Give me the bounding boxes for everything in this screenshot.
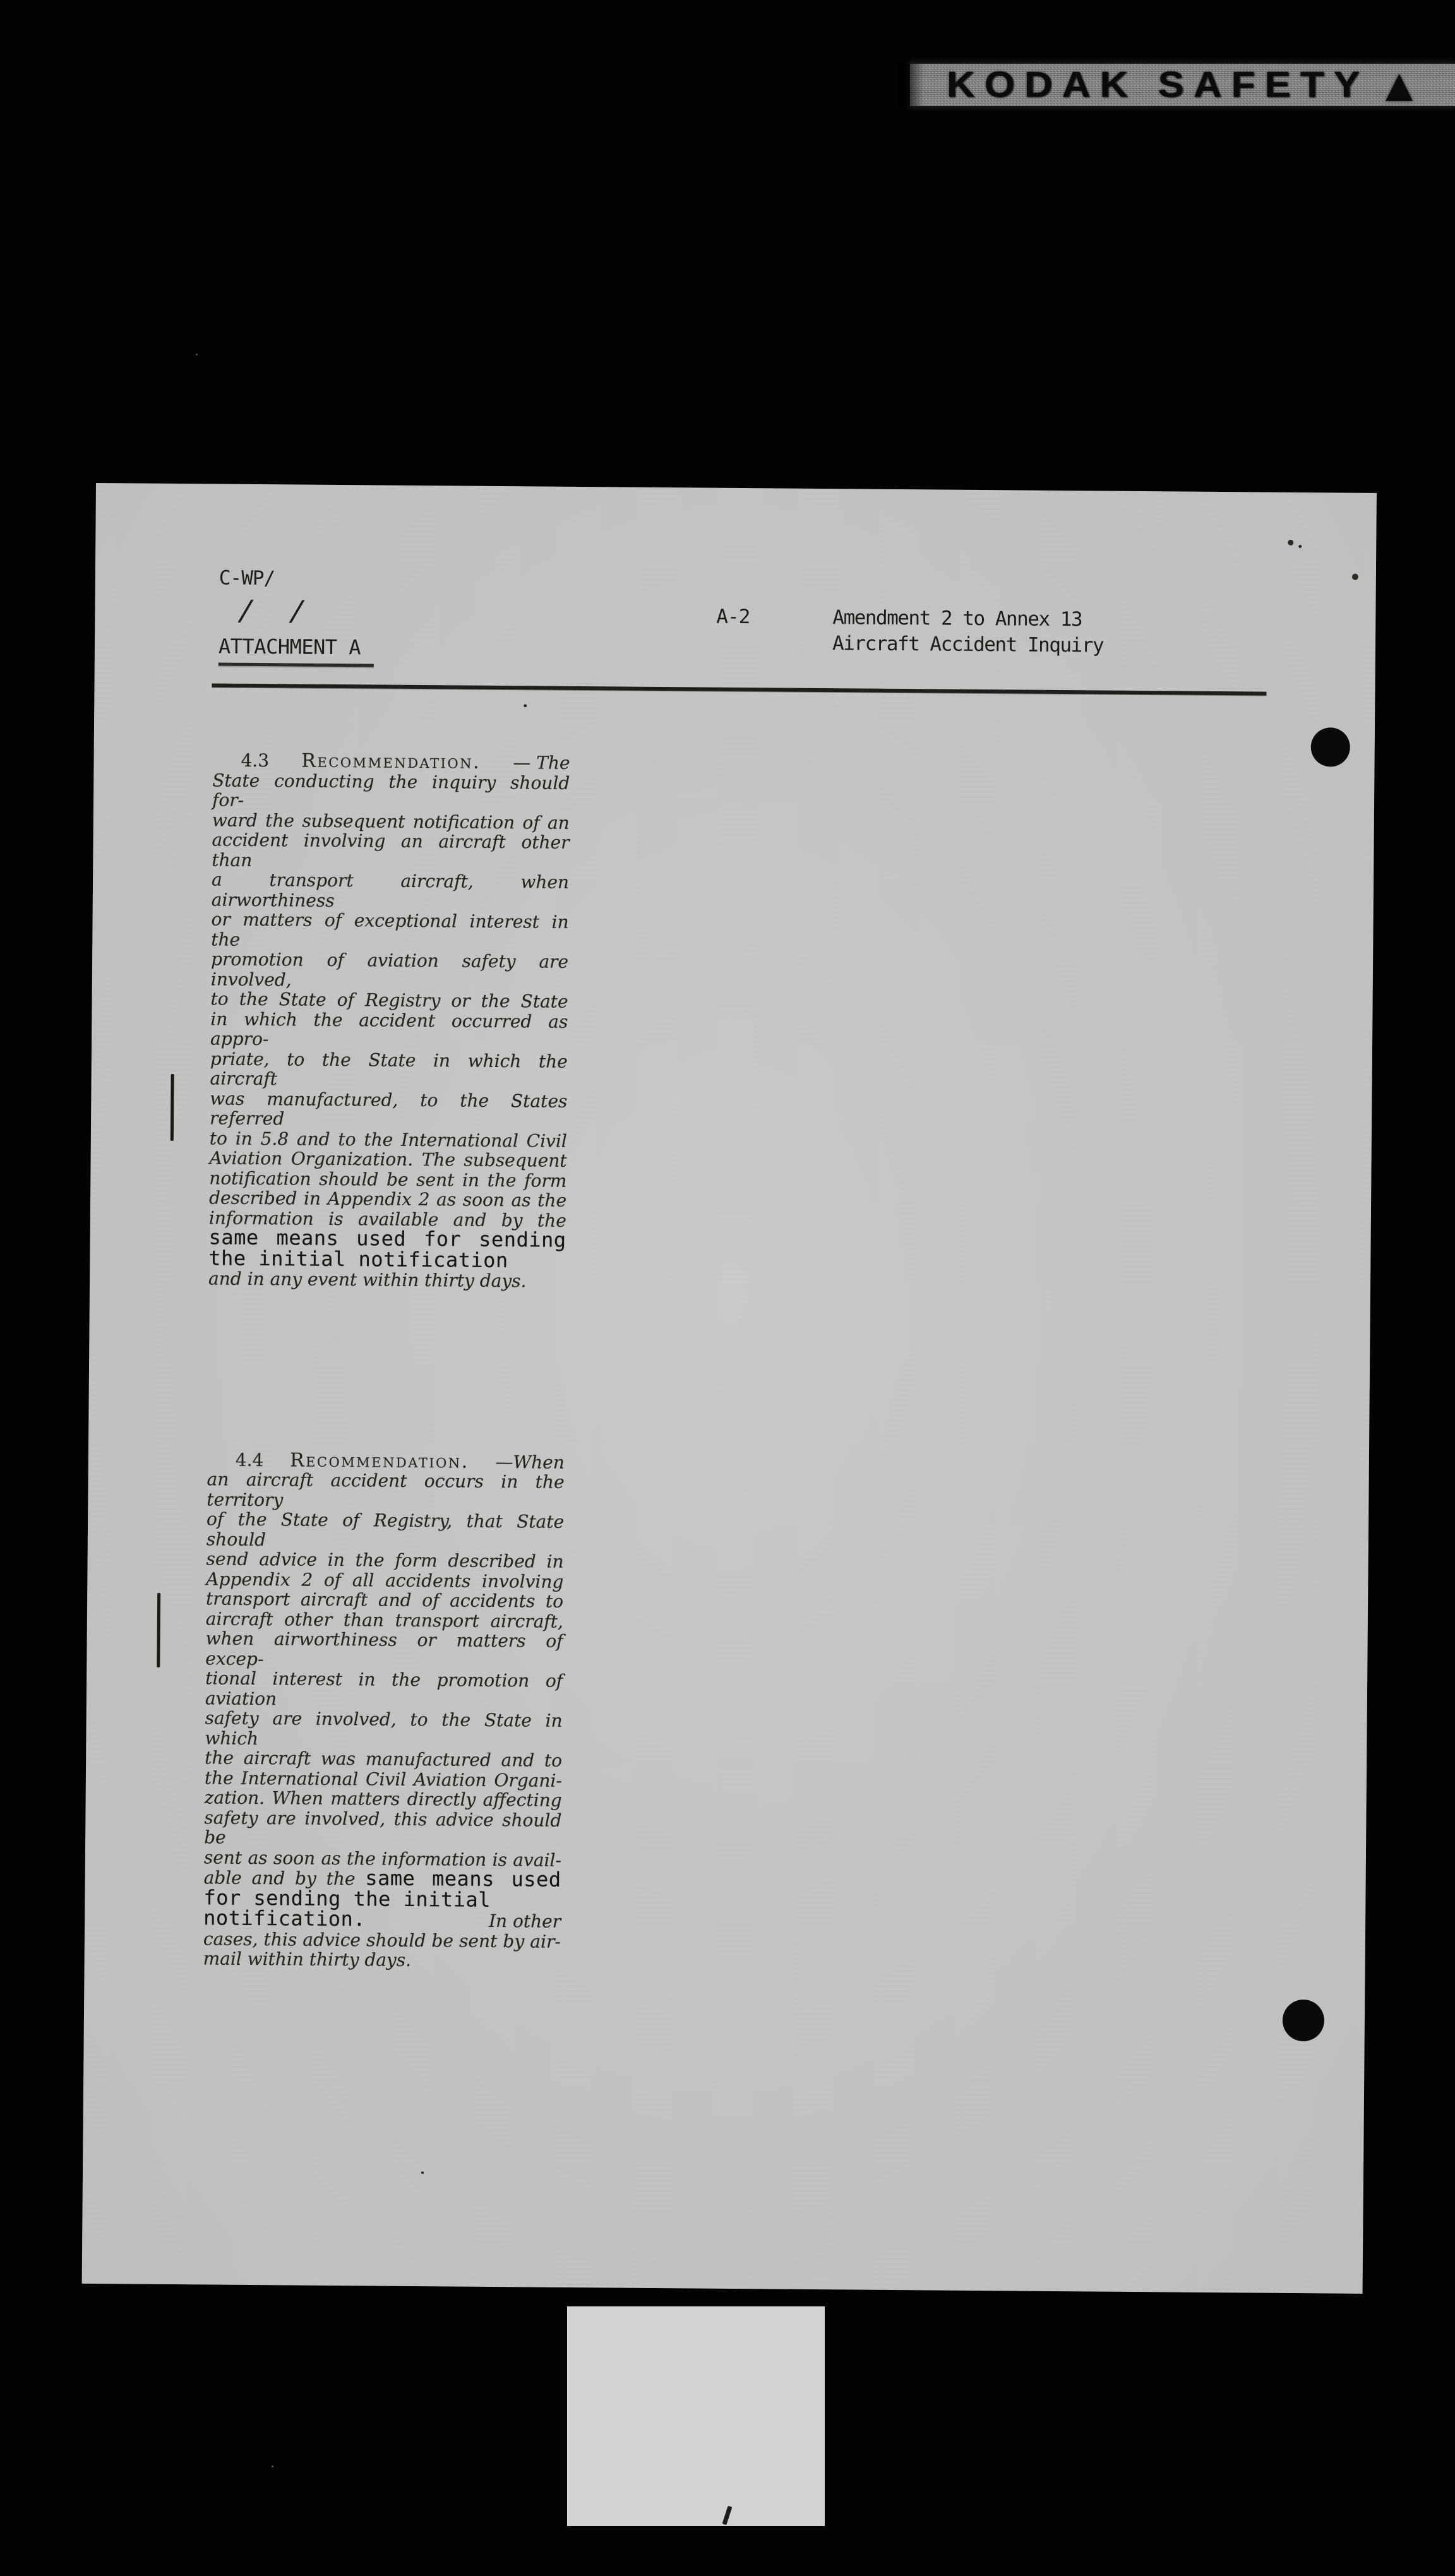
print-text: priate, to the State in which the aircraft [210, 1047, 568, 1090]
print-text: promotion of aviation safety are involved, [210, 948, 569, 990]
dust-speck [196, 354, 198, 355]
text-line [204, 1808, 561, 1850]
print-text: the International Civil Aviation Organi- [204, 1767, 563, 1791]
document-page [82, 483, 1377, 2294]
typewriter-insert-text: same means used for sending [208, 1225, 566, 1252]
ink-speck [1298, 545, 1302, 548]
print-text: send advice in the form described in [206, 1548, 564, 1572]
film-triangle-mark: ▲ [1386, 64, 1413, 105]
text-line [207, 1509, 564, 1551]
paragraph-4-3 [208, 750, 570, 1291]
print-text: was manufactured, to the States referred [209, 1087, 568, 1130]
text-line [205, 1668, 563, 1710]
amendment-title-line1: Amendment 2 to Annex 13 [832, 606, 1082, 631]
text-line [212, 869, 569, 912]
print-text: or matters of exceptional interest in the [211, 909, 569, 950]
print-text: when airworthiness or matters of excep- [205, 1628, 563, 1669]
print-text: cases, this advice should be sent by air- [203, 1928, 561, 1952]
print-text: information is available and by the [208, 1207, 566, 1231]
print-text: aircraft other than transport aircraft, [205, 1607, 563, 1632]
ink-speck [421, 2171, 424, 2174]
print-text: Aviation Organization. The subsequent [209, 1147, 567, 1171]
print-text: 4.4 [235, 1449, 264, 1470]
print-text: notification should be sent in the form [209, 1167, 567, 1191]
hole-punch-dot-top [1311, 727, 1350, 766]
text-line [210, 1009, 568, 1051]
text-line [208, 1268, 566, 1291]
text-line [210, 1049, 567, 1091]
film-edge-band [910, 64, 1455, 106]
print-text: to in 5.8 and to the International Civil [209, 1127, 567, 1152]
ink-speck [1288, 540, 1293, 546]
ink-speck [1352, 574, 1358, 580]
dust-speck [272, 2466, 273, 2467]
print-text: transport aircraft and of accidents to [205, 1588, 564, 1612]
typewriter-insert-text: for sending the initial [203, 1885, 491, 1912]
print-text: in which the accident occurred as appro- [210, 1008, 568, 1050]
ink-speck [524, 704, 527, 707]
print-text: ward the subsequent notification of an [212, 809, 570, 833]
header-left-block [219, 567, 374, 667]
change-bar-4-3 [171, 1074, 174, 1141]
attachment-label: ATTACHMENT A [218, 634, 361, 660]
print-text: accident involving an aircraft other than [212, 829, 570, 871]
print-text: the aircraft was manufactured and to [205, 1747, 563, 1771]
text-line [211, 909, 568, 951]
text-line [211, 949, 568, 991]
film-edge-text: KODAK SAFETY [947, 64, 1370, 105]
print-text: State conducting the inquiry should for- [212, 769, 570, 811]
text-line [210, 1088, 567, 1131]
print-text: Recommendation. [301, 749, 481, 773]
header-divider-rule [212, 683, 1266, 695]
print-text: a transport aircraft, when airworthiness [211, 869, 570, 911]
text-line [207, 1469, 564, 1512]
text-line [212, 770, 570, 813]
amendment-title-line2: Aircraft Accident Inquiry [832, 632, 1104, 657]
doc-ref-code: C-WP/ [219, 566, 275, 590]
typewriter-insert-text: the initial notification [208, 1245, 508, 1272]
text-line [212, 830, 569, 872]
film-frame-card [567, 2306, 825, 2526]
attachment-underline [219, 663, 374, 667]
typewriter-insert-text: notification. [203, 1905, 366, 1931]
print-text: described in Appendix 2 as soon as the [208, 1187, 567, 1211]
paragraph-4-4 [203, 1450, 565, 1971]
print-text: Appendix 2 of all accidents involving [206, 1568, 564, 1592]
hole-punch-dot-bottom [1283, 2000, 1325, 2042]
print-text: 4.3 [241, 749, 270, 772]
print-text: —When [495, 1451, 565, 1473]
print-text: of the State of Registry, that State should [206, 1508, 565, 1550]
print-text: mail within thirty days. [203, 1948, 412, 1971]
card-tick-mark [722, 2506, 733, 2525]
print-text: to the State of Registry or the State [210, 988, 568, 1012]
print-text: an aircraft accident occurs in the territory [207, 1469, 565, 1510]
print-text: able and by the [203, 1867, 356, 1890]
print-text: In other [488, 1910, 561, 1932]
print-text: Recommendation. [289, 1448, 469, 1473]
page-number: A-2 [716, 605, 750, 629]
text-line [205, 1708, 562, 1750]
print-text: tional interest in the promotion of aviation [205, 1667, 563, 1709]
print-text: safety are involved, to the State in which [205, 1707, 563, 1749]
print-text: sent as soon as the information is avail- [203, 1846, 562, 1871]
handwritten-slashes: / / [236, 594, 316, 628]
print-text: — The [513, 752, 570, 773]
print-text: safety are involved, this advice should be [204, 1806, 562, 1848]
text-line [203, 1948, 561, 1971]
change-bar-4-4 [157, 1593, 160, 1667]
typewriter-insert-text: same means used [365, 1866, 561, 1892]
header-title-block [832, 605, 1104, 659]
text-column [203, 750, 570, 1971]
print-text: and in any event within thirty days. [208, 1268, 527, 1292]
text-line [205, 1628, 563, 1671]
print-text: zation. When matters directly affecting [204, 1787, 562, 1811]
